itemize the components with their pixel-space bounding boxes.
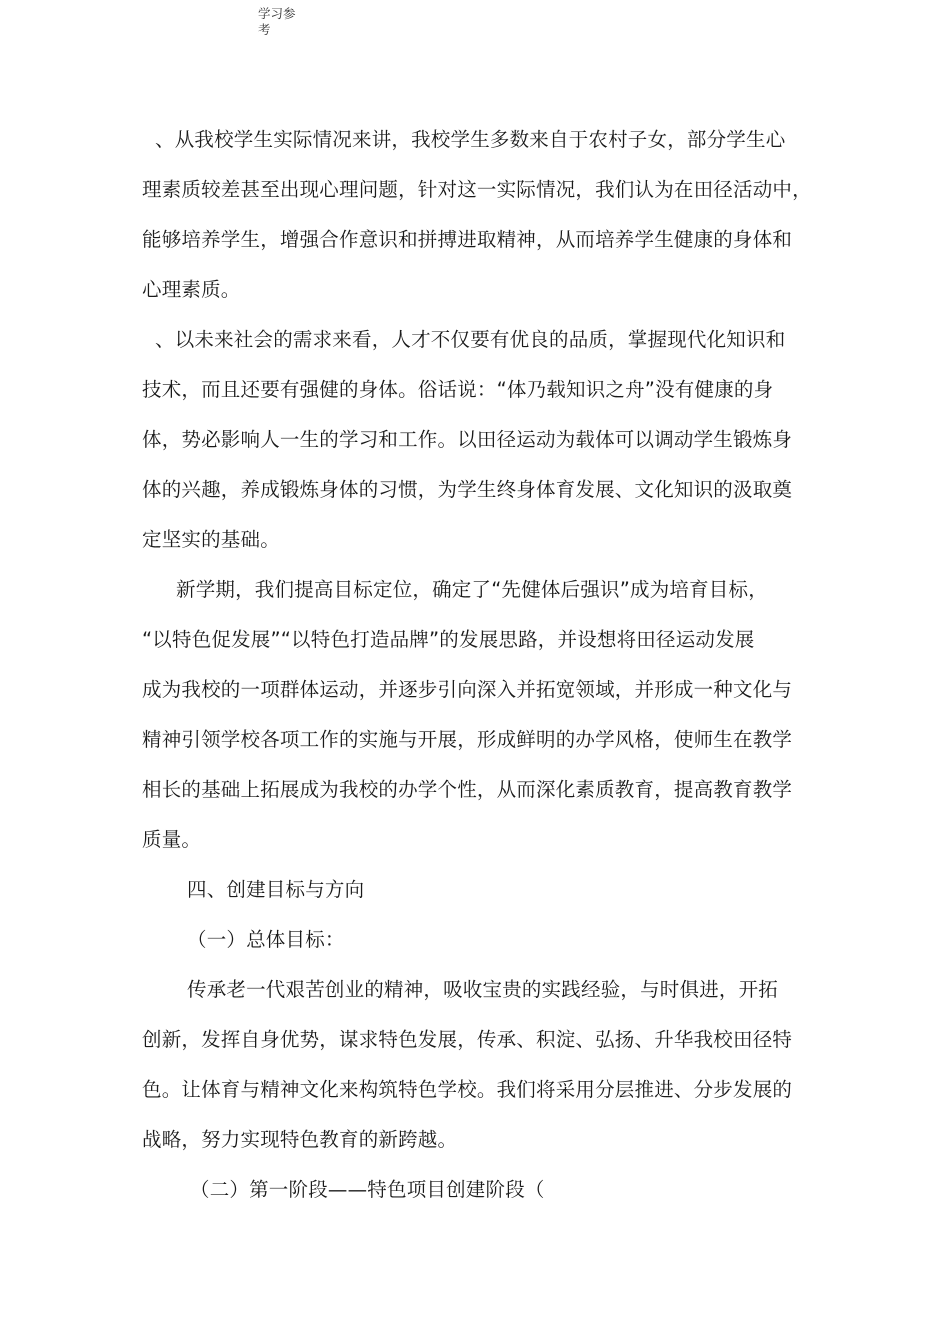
paragraph-line: 创新，发挥自身优势，谋求特色发展，传承、积淀、弘扬、升华我校田径特 [142,1028,793,1051]
paragraph-line: 精神引领学校各项工作的实施与开展，形成鲜明的办学风格，使师生在教学 [142,728,793,751]
paragraph-line: 质量。 [142,828,202,851]
paragraph-line: 技术，而且还要有强健的身体。俗话说：“体乃载知识之舟”没有健康的身 [142,378,774,401]
watermark-text: 学习参考 [258,6,296,37]
paragraph-line: 战略，努力实现特色教育的新跨越。 [142,1128,458,1151]
paragraph-line: 相长的基础上拓展成为我校的办学个性，从而深化素质教育，提高教育教学 [142,778,793,801]
section-heading: 四、创建目标与方向 [187,878,365,901]
subsection-heading: （二）第一阶段——特色项目创建阶段（ [190,1178,545,1201]
paragraph-line: 传承老一代艰苦创业的精神，吸收宝贵的实践经验，与时俱进，开拓 [187,978,779,1001]
paragraph-line: 成为我校的一项群体运动，并逐步引向深入并拓宽领域，并形成一种文化与 [142,678,793,701]
subsection-heading: （一）总体目标： [187,928,345,951]
paragraph-line: 心理素质。 [142,278,241,301]
paragraph-line: 色。让体育与精神文化来构筑特色学校。我们将采用分层推进、分步发展的 [142,1078,793,1101]
paragraph-line: 能够培养学生，增强合作意识和拼搏进取精神，从而培养学生健康的身体和 [142,228,793,251]
paragraph-line: 理素质较差甚至出现心理问题，针对这一实际情况，我们认为在田径活动中， [142,178,812,201]
paragraph-line: 、从我校学生实际情况来讲，我校学生多数来自于农村子女，部分学生心 [155,128,786,151]
paragraph-line: 体的兴趣，养成锻炼身体的习惯，为学生终身体育发展、文化知识的汲取奠 [142,478,793,501]
paragraph-line: 新学期，我们提高目标定位，确定了“先健体后强识”成为培育目标， [176,578,768,601]
paragraph-line: 定坚实的基础。 [142,528,280,551]
paragraph-line: 、以未来社会的需求来看，人才不仅要有优良的品质，掌握现代化知识和 [155,328,786,351]
paragraph-line: “以特色促发展”“以特色打造品牌”的发展思路，并设想将田径运动发展 [142,628,755,651]
paragraph-line: 体，势必影响人一生的学习和工作。以田径运动为载体可以调动学生锻炼身 [142,428,793,451]
